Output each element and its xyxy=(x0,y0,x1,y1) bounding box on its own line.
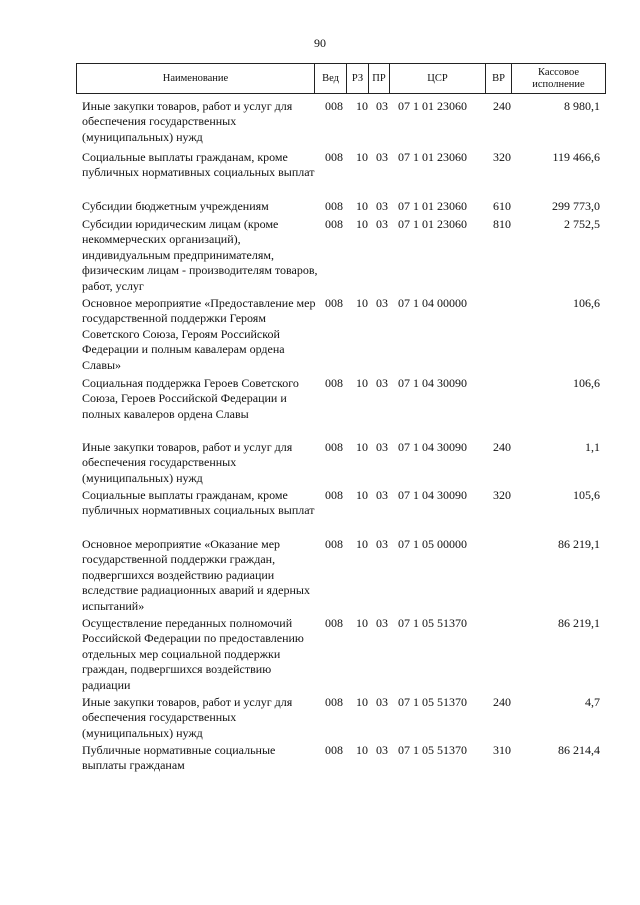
row-vr: 320 xyxy=(493,150,511,164)
row-amount: 105,6 xyxy=(573,488,600,502)
row-amount: 119 466,6 xyxy=(552,150,600,164)
row-csr: 07 1 05 51370 xyxy=(398,743,467,757)
row-vr: 310 xyxy=(493,743,511,757)
row-csr: 07 1 04 30090 xyxy=(398,376,467,390)
row-rz: 10 xyxy=(356,743,368,757)
row-amount: 2 752,5 xyxy=(564,217,600,231)
row-pr: 03 xyxy=(376,376,388,390)
header-name: Наименование xyxy=(77,64,315,93)
row-vr: 610 xyxy=(493,199,511,213)
row-name: Социальные выплаты гражданам, кроме публичных нормативных социальных выплат xyxy=(82,488,315,518)
row-pr: 03 xyxy=(376,296,388,310)
header-vr: ВР xyxy=(486,64,512,93)
row-ved: 008 xyxy=(325,376,343,390)
row-name: Публичные нормативные социальные выплаты гражданам xyxy=(82,743,276,773)
row-rz: 10 xyxy=(356,695,368,709)
row-csr: 07 1 01 23060 xyxy=(398,199,467,213)
row-name: Социальная поддержка Героев Советского Союза, Героев Российской Федерации и полных кавалеров ордена Славы xyxy=(82,376,299,421)
row-name: Субсидии юридическим лицам (кроме некоммерческих организаций), индивидуальным предпринимателям, физическим лицам - производителям товаров, работ, услуг xyxy=(82,217,318,293)
header-csr: ЦСР xyxy=(390,64,486,93)
row-vr: 240 xyxy=(493,440,511,454)
row-ved: 008 xyxy=(325,199,343,213)
row-amount: 106,6 xyxy=(573,376,600,390)
row-csr: 07 1 01 23060 xyxy=(398,150,467,164)
row-ved: 008 xyxy=(325,99,343,113)
row-name: Иные закупки товаров, работ и услуг для обеспечения государственных (муниципальных) нужд xyxy=(82,695,293,740)
row-ved: 008 xyxy=(325,488,343,502)
row-pr: 03 xyxy=(376,217,388,231)
row-csr: 07 1 01 23060 xyxy=(398,99,467,113)
row-csr: 07 1 01 23060 xyxy=(398,217,467,231)
row-pr: 03 xyxy=(376,199,388,213)
row-amount: 4,7 xyxy=(585,695,600,709)
row-ved: 008 xyxy=(325,537,343,551)
row-rz: 10 xyxy=(356,488,368,502)
row-rz: 10 xyxy=(356,199,368,213)
row-pr: 03 xyxy=(376,440,388,454)
header-amount: Кассовое исполнение xyxy=(532,67,585,90)
row-ved: 008 xyxy=(325,743,343,757)
row-pr: 03 xyxy=(376,99,388,113)
row-pr: 03 xyxy=(376,537,388,551)
table-header xyxy=(76,63,606,94)
row-name: Иные закупки товаров, работ и услуг для обеспечения государственных (муниципальных) нужд xyxy=(82,99,293,144)
row-pr: 03 xyxy=(376,150,388,164)
row-pr: 03 xyxy=(376,616,388,630)
row-pr: 03 xyxy=(376,488,388,502)
row-ved: 008 xyxy=(325,440,343,454)
row-ved: 008 xyxy=(325,296,343,310)
row-rz: 10 xyxy=(356,537,368,551)
row-rz: 10 xyxy=(356,616,368,630)
row-amount: 8 980,1 xyxy=(564,99,600,113)
row-rz: 10 xyxy=(356,376,368,390)
row-rz: 10 xyxy=(356,296,368,310)
row-csr: 07 1 05 51370 xyxy=(398,616,467,630)
header-ved: Вед xyxy=(315,64,347,93)
row-rz: 10 xyxy=(356,99,368,113)
row-amount: 299 773,0 xyxy=(552,199,600,213)
row-ved: 008 xyxy=(325,695,343,709)
row-vr: 320 xyxy=(493,488,511,502)
row-amount: 106,6 xyxy=(573,296,600,310)
row-rz: 10 xyxy=(356,440,368,454)
row-vr: 240 xyxy=(493,99,511,113)
row-amount: 86 214,4 xyxy=(558,743,600,757)
row-amount: 86 219,1 xyxy=(558,616,600,630)
row-amount: 1,1 xyxy=(585,440,600,454)
row-ved: 008 xyxy=(325,616,343,630)
header-rz: РЗ xyxy=(347,64,369,93)
row-name: Субсидии бюджетным учреждениям xyxy=(82,199,269,213)
row-name: Основное мероприятие «Предоставление мер государственной поддержки Героям Советского Союза, Героям Российской Федерации и полным кавалерам ордена Славы» xyxy=(82,296,316,372)
row-vr: 240 xyxy=(493,695,511,709)
row-csr: 07 1 05 51370 xyxy=(398,695,467,709)
row-rz: 10 xyxy=(356,217,368,231)
row-name: Социальные выплаты гражданам, кроме публичных нормативных социальных выплат xyxy=(82,150,315,180)
row-ved: 008 xyxy=(325,150,343,164)
row-rz: 10 xyxy=(356,150,368,164)
row-name: Иные закупки товаров, работ и услуг для обеспечения государственных (муниципальных) нужд xyxy=(82,440,293,485)
page-number: 90 xyxy=(314,36,326,50)
row-csr: 07 1 05 00000 xyxy=(398,537,467,551)
row-csr: 07 1 04 30090 xyxy=(398,440,467,454)
row-name: Основное мероприятие «Оказание мер государственной поддержки граждан, подвергшихся воздействию радиации вследствие радиационных аварий и ядерных испытаний» xyxy=(82,537,310,613)
row-csr: 07 1 04 00000 xyxy=(398,296,467,310)
row-ved: 008 xyxy=(325,217,343,231)
row-vr: 810 xyxy=(493,217,511,231)
header-pr: ПР xyxy=(369,64,390,93)
row-amount: 86 219,1 xyxy=(558,537,600,551)
row-pr: 03 xyxy=(376,743,388,757)
row-pr: 03 xyxy=(376,695,388,709)
row-csr: 07 1 04 30090 xyxy=(398,488,467,502)
row-name: Осуществление переданных полномочий Российской Федерации по предоставлению отдельных мер социальной поддержки граждан, подвергшихся воздействию радиации xyxy=(82,616,304,692)
